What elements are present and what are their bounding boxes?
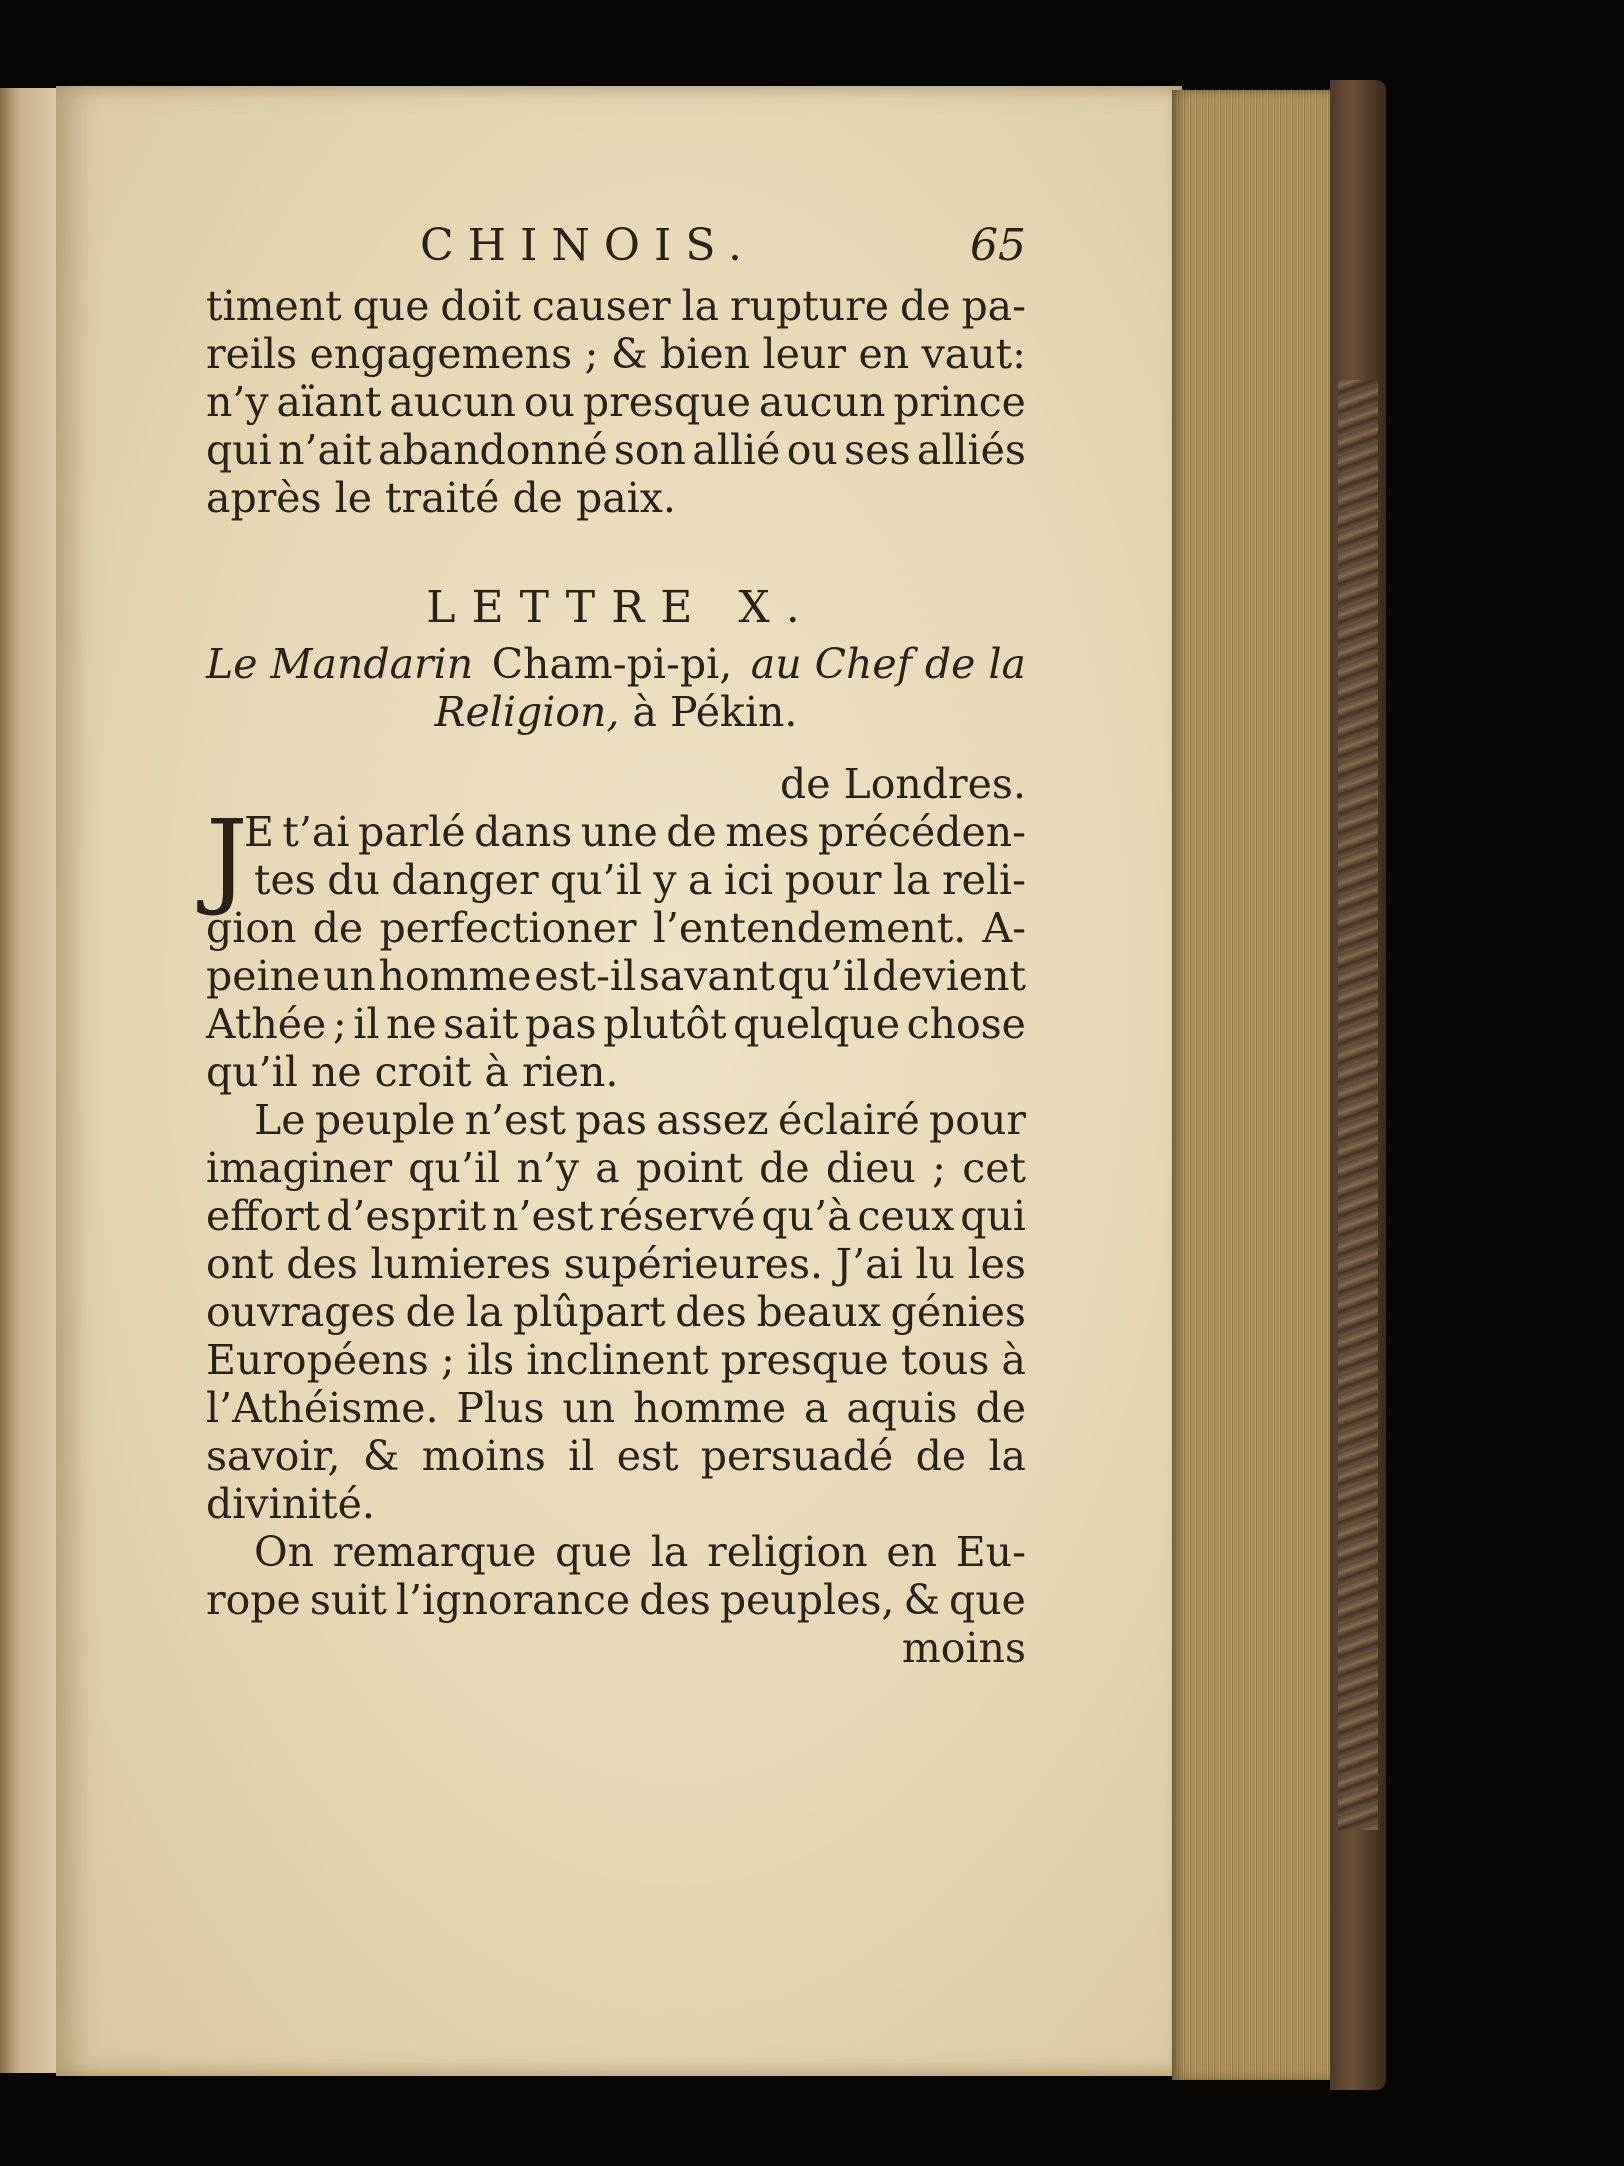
page-header — [206, 222, 1026, 282]
word: peine — [206, 952, 321, 1000]
word: A- — [982, 904, 1026, 952]
word: rope — [206, 1576, 301, 1624]
word: alliés — [916, 426, 1026, 474]
text-line — [206, 1288, 1026, 1336]
word: pas — [524, 1000, 597, 1048]
word: la — [681, 282, 720, 330]
word: ici — [723, 856, 774, 904]
word: a — [688, 856, 713, 904]
facing-page-edge — [0, 88, 64, 2073]
word: chose — [906, 1000, 1026, 1048]
cover-marbling — [1338, 380, 1378, 1830]
text-line: après le traité de paix. — [206, 474, 676, 522]
paragraph-3 — [206, 1528, 1026, 1672]
word: des — [639, 1576, 711, 1624]
word: l’Athéisme. — [206, 1384, 439, 1432]
word: rupture — [730, 282, 890, 330]
subtitle-italic: Le Mandarin — [206, 640, 474, 688]
word: en — [858, 330, 910, 378]
running-head: CHINOIS. — [420, 220, 756, 271]
word: mes — [725, 808, 810, 856]
word: pour — [784, 856, 882, 904]
word: Européens — [206, 1336, 429, 1384]
word: homme — [378, 952, 532, 1000]
text-line — [206, 1096, 1026, 1144]
word: l’ignorance — [395, 1576, 631, 1624]
word: pour — [929, 1096, 1026, 1144]
word: religion — [707, 1528, 868, 1576]
word: cet — [962, 1144, 1026, 1192]
word: peuple — [314, 1096, 456, 1144]
word: ; — [440, 1336, 455, 1384]
word: devient — [872, 952, 1026, 1000]
word: persuadé — [700, 1432, 894, 1480]
word: éclairé — [777, 1096, 920, 1144]
text-line — [206, 426, 1026, 474]
word: est-il — [534, 952, 637, 1000]
subtitle-italic: Religion, — [434, 688, 620, 736]
word: n’y — [516, 1144, 580, 1192]
word: que — [555, 1528, 633, 1576]
word: de — [899, 282, 951, 330]
word: homme — [633, 1384, 787, 1432]
word: Athée — [206, 1000, 327, 1048]
page-text — [206, 222, 1026, 1672]
word: reli- — [941, 856, 1026, 904]
word: il — [568, 1432, 595, 1480]
word: remarque — [332, 1528, 537, 1576]
text-line — [206, 1192, 1026, 1240]
word: ont — [206, 1240, 274, 1288]
word: sait — [443, 1000, 519, 1048]
word: la — [650, 1528, 689, 1576]
text-line — [206, 1384, 1026, 1432]
word: qu’il — [550, 856, 642, 904]
subtitle-name: Cham-pi-pi, — [491, 640, 733, 688]
word: qu’il — [777, 952, 870, 1000]
word: dans — [474, 808, 573, 856]
word: ses — [844, 426, 911, 474]
word: n’est — [492, 1192, 594, 1240]
word: il — [353, 1000, 380, 1048]
word: a — [595, 1144, 620, 1192]
word: tes — [254, 856, 316, 904]
word: une — [580, 808, 658, 856]
word: de — [759, 1144, 810, 1192]
word: ; — [932, 1144, 946, 1192]
word: des — [675, 1288, 747, 1336]
word: plûpart — [513, 1288, 666, 1336]
word: presque — [720, 1336, 889, 1384]
text-line — [206, 856, 1026, 904]
word: n’y — [206, 378, 269, 426]
word: & — [362, 1432, 400, 1480]
word: tous — [900, 1336, 990, 1384]
paragraph-1 — [206, 797, 1026, 1096]
word: génies — [890, 1288, 1026, 1336]
word: en — [886, 1528, 938, 1576]
word: aquis — [846, 1384, 958, 1432]
word: y — [653, 856, 677, 904]
word: imaginer — [206, 1144, 393, 1192]
text-line — [206, 952, 1026, 1000]
word: danger — [391, 856, 539, 904]
word: ou — [523, 378, 575, 426]
word: aucun — [758, 378, 886, 426]
word: Eu- — [955, 1528, 1026, 1576]
word: a — [804, 1384, 829, 1432]
word: un — [322, 952, 376, 1000]
drop-capital: J — [206, 797, 248, 919]
word: vaut: — [921, 330, 1026, 378]
continued-paragraph — [206, 282, 1026, 522]
word: la — [988, 1432, 1026, 1480]
word: ne — [386, 1000, 437, 1048]
word: qu’il — [408, 1144, 501, 1192]
text-line — [206, 1240, 1026, 1288]
word: qu’à — [761, 1192, 852, 1240]
letter-subtitle-line-2 — [206, 688, 1026, 736]
word: assez — [656, 1096, 769, 1144]
paragraph-2 — [206, 1096, 1026, 1528]
word: pas — [575, 1096, 647, 1144]
word: causer — [531, 282, 671, 330]
word: engagemens — [309, 330, 573, 378]
word: supérieures. — [563, 1240, 824, 1288]
word: du — [327, 856, 380, 904]
text-line — [206, 904, 1026, 952]
word: est — [616, 1432, 679, 1480]
word: lu — [915, 1240, 955, 1288]
word: des — [286, 1240, 358, 1288]
word: son — [613, 426, 686, 474]
word: qui — [206, 426, 272, 474]
word: perfectioner — [379, 904, 637, 952]
word: peuples, — [719, 1576, 895, 1624]
word: bien — [660, 330, 751, 378]
letter-subtitle-line-1 — [206, 640, 1026, 688]
word: ouvrages — [206, 1288, 396, 1336]
letter-title: LETTRE X. — [426, 582, 816, 633]
text-line — [206, 808, 1026, 856]
word: ; — [332, 1000, 347, 1048]
text-line — [206, 1144, 1026, 1192]
word: la — [465, 1288, 504, 1336]
word: point — [635, 1144, 743, 1192]
word: qui — [960, 1192, 1026, 1240]
subtitle-place: à Pékin. — [632, 688, 798, 736]
text-line — [206, 378, 1026, 426]
word: dieu — [825, 1144, 916, 1192]
word: n’est — [464, 1096, 566, 1144]
word: que — [949, 1576, 1026, 1624]
word: ; — [584, 330, 599, 378]
word: abandonné — [377, 426, 608, 474]
page-block-edges — [1172, 90, 1342, 2080]
word: moins — [421, 1432, 546, 1480]
text-line — [206, 1576, 1026, 1624]
text-line — [206, 1432, 1026, 1480]
word: On — [254, 1528, 315, 1576]
word: la — [892, 856, 931, 904]
subtitle-italic: au Chef de la — [750, 640, 1026, 688]
word: presque — [582, 378, 751, 426]
text-line — [206, 1336, 1026, 1384]
word: n’ait — [278, 426, 372, 474]
word: allié — [692, 426, 781, 474]
word: & — [903, 1576, 940, 1624]
word: de — [915, 1432, 967, 1480]
page-number: 65 — [970, 220, 1026, 271]
word: réservé — [599, 1192, 756, 1240]
word: lumieres — [370, 1240, 552, 1288]
word: de — [975, 1384, 1026, 1432]
word: & — [610, 330, 648, 378]
word: de — [405, 1288, 457, 1336]
word: parlé — [357, 808, 466, 856]
word: l’entendement. — [652, 904, 967, 952]
text-line: qu’il ne croit à rien. — [206, 1048, 619, 1096]
text-line: divinité. — [206, 1480, 375, 1528]
word: beaux — [756, 1288, 881, 1336]
word: aïant — [276, 378, 382, 426]
word: de — [666, 808, 717, 856]
word: que — [352, 282, 430, 330]
word: de — [312, 904, 364, 952]
word: ou — [786, 426, 838, 474]
word: ceux — [857, 1192, 955, 1240]
word: ils — [466, 1336, 515, 1384]
word: inclinent — [526, 1336, 709, 1384]
word: J’ai — [835, 1240, 903, 1288]
word: quelque — [733, 1000, 901, 1048]
word: t’ai — [282, 808, 350, 856]
text-line — [206, 1000, 1026, 1048]
word: précéden- — [817, 808, 1026, 856]
word: un — [562, 1384, 616, 1432]
word: savoir, — [206, 1432, 341, 1480]
word: leur — [762, 330, 846, 378]
word: effort — [206, 1192, 321, 1240]
text-line — [206, 1528, 1026, 1576]
word: Plus — [456, 1384, 545, 1432]
word: doit — [440, 282, 521, 330]
word: d’esprit — [326, 1192, 487, 1240]
word: à — [1001, 1336, 1026, 1384]
word: timent — [206, 282, 342, 330]
word: aucun — [389, 378, 516, 426]
word: Le — [254, 1096, 306, 1144]
catchword: moins — [901, 1624, 1026, 1672]
word: les — [967, 1240, 1026, 1288]
word: plutôt — [603, 1000, 727, 1048]
word: prince — [893, 378, 1026, 426]
word: reils — [206, 330, 298, 378]
word: gion — [206, 904, 297, 952]
word: pa- — [961, 282, 1026, 330]
word: suit — [309, 1576, 387, 1624]
word: savant — [638, 952, 775, 1000]
word: E — [244, 808, 274, 856]
letter-dateline: de Londres. — [779, 760, 1026, 808]
text-line — [206, 282, 1026, 330]
text-line — [206, 330, 1026, 378]
